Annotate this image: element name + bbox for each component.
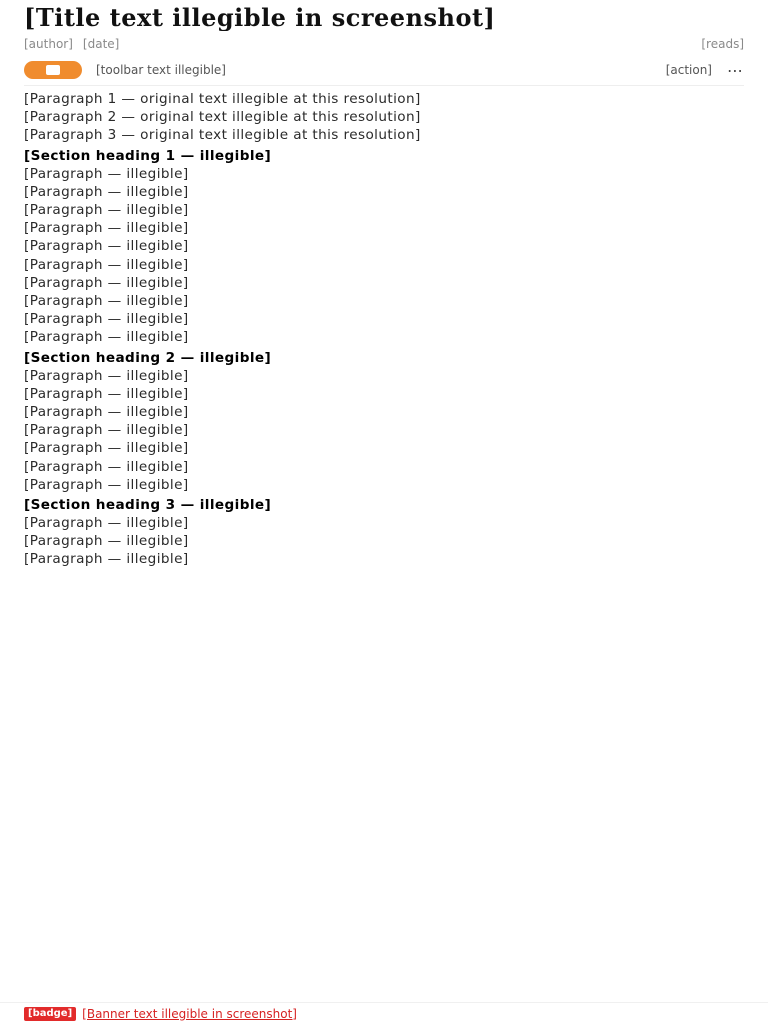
article-paragraph: [Paragraph — illegible] — [24, 293, 189, 310]
article-paragraph: [Paragraph — illegible] — [24, 165, 189, 182]
author-name[interactable]: [author] — [24, 37, 73, 51]
section-heading: [Section heading 1 — illegible] — [24, 147, 272, 164]
banner-badge: [badge] — [24, 1007, 76, 1021]
toolbar-action[interactable]: [action] — [665, 63, 712, 77]
article-paragraph: [Paragraph — illegible] — [24, 311, 189, 328]
article-body — [24, 92, 744, 568]
article-paragraph: [Paragraph — illegible] — [24, 385, 189, 402]
bottom-banner[interactable] — [0, 1002, 768, 1024]
orange-pill-button[interactable] — [24, 61, 82, 79]
article-paragraph: [Paragraph — illegible] — [24, 329, 189, 346]
article-paragraph: [Paragraph 1 — original text illegible at this resolution] — [24, 91, 421, 107]
article-paragraph: [Paragraph — illegible] — [24, 220, 189, 237]
article-paragraph: [Paragraph 2 — original text illegible at this resolution] — [24, 109, 421, 126]
article-paragraph: [Paragraph — illegible] — [24, 256, 189, 273]
article-paragraph: [Paragraph — illegible] — [24, 274, 189, 291]
article-paragraph: [Paragraph — illegible] — [24, 202, 189, 219]
article-paragraph: [Paragraph — illegible] — [24, 458, 189, 475]
article-paragraph: [Paragraph — illegible] — [24, 367, 189, 384]
banner-link[interactable]: [Banner text illegible in screenshot] — [82, 1006, 297, 1021]
article-paragraph: [Paragraph — illegible] — [24, 515, 189, 532]
section-heading: [Section heading 2 — illegible] — [24, 349, 272, 366]
article-title: [Title text illegible in screenshot] — [24, 4, 496, 31]
article-toolbar — [24, 59, 744, 86]
toolbar-info: [toolbar text illegible] — [96, 63, 226, 77]
message-icon — [46, 65, 60, 75]
article-paragraph: [Paragraph — illegible] — [24, 440, 189, 457]
article-paragraph: [Paragraph — illegible] — [24, 404, 189, 421]
publish-date: [date] — [82, 37, 120, 51]
article-paragraph: [Paragraph — illegible] — [24, 422, 189, 439]
more-icon[interactable]: ⋯ — [727, 60, 743, 80]
article-meta — [24, 35, 744, 53]
article-paragraph: [Paragraph — illegible] — [24, 533, 189, 550]
article-paragraph: [Paragraph 3 — original text illegible at this resolution] — [24, 127, 421, 144]
article-paragraph: [Paragraph — illegible] — [24, 238, 189, 255]
read-count: [reads] — [701, 37, 744, 51]
article-paragraph: [Paragraph — illegible] — [24, 551, 189, 568]
article-paragraph: [Paragraph — illegible] — [24, 476, 189, 493]
section-heading: [Section heading 3 — illegible] — [24, 497, 272, 514]
article-paragraph: [Paragraph — illegible] — [24, 183, 189, 200]
